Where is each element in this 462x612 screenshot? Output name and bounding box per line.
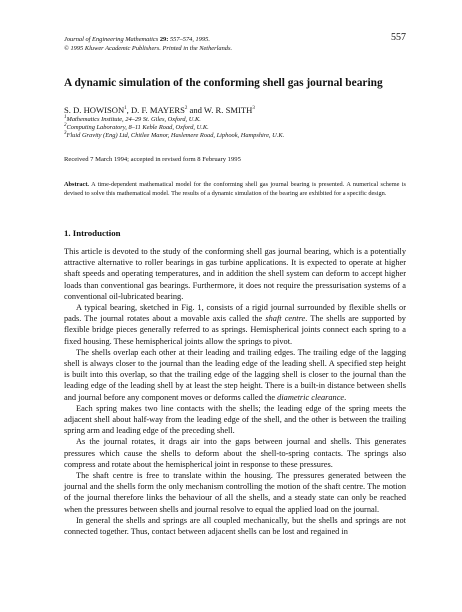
affiliation-line: [64, 124, 406, 132]
author-name: S. D. HOWISON: [64, 105, 125, 115]
affiliation-text: Mathematics Institute, 24–29 St. Giles, Oxford, U.K.: [66, 116, 201, 123]
affiliation-text: Computing Laboratory, 8–11 Keble Road, Oxford, U.K.: [66, 124, 209, 131]
author-affiliation-mark: 2: [184, 106, 188, 112]
copyright-line: © 1995 Kluwer Academic Publishers. Printed in the Netherlands.: [64, 45, 233, 52]
author-affiliation-mark: 1: [124, 106, 127, 112]
journal-volume: 29:: [159, 36, 169, 43]
journal-header: [64, 32, 406, 53]
affiliation-mark: 2: [64, 122, 67, 128]
author-list: [64, 105, 406, 115]
term-diametric-clearance: diametric clearance: [277, 392, 345, 402]
author-affiliation-mark: 3: [252, 106, 255, 112]
affiliation-line: [64, 116, 406, 124]
term-shaft-centre: shaft centre: [265, 314, 306, 324]
abstract-label: Abstract.: [64, 181, 90, 188]
section-body: [64, 246, 406, 537]
paragraph: Each spring makes two line contacts with the shells; the leading edge of the spring meets the adjacent shell about half-way from the leading edge of the shell, and the other is between the trailing spring arm and leading edge of the preceding shell.: [64, 403, 406, 436]
author-name: and W. R. SMITH: [187, 105, 253, 115]
journal-pages-year: 557–574, 1995.: [168, 36, 210, 43]
paragraph-text: . The shells are supported by flexible bridge pieces generally referred to as springs. Hemispherical joints connect each spring to a fixed housing. These hemispherical joints allow the springs to pivot.: [64, 314, 406, 346]
received-date: Received 7 March 1994; accepted in revised form 8 February 1995: [64, 156, 241, 163]
paragraph: In general the shells and springs are all coupled mechanically, but the shells and springs are not connected together. Thus, contact between adjacent shells can be lost and regained in: [64, 515, 406, 537]
affiliation-mark: 3: [64, 130, 67, 136]
abstract: [64, 181, 406, 198]
paragraph: As the journal rotates, it drags air into the gaps between journal and shells. This generates pressures which cause the shells to deform about the shell-to-spring contacts. The springs also compress and rotate about the hemispherical joint in response to these pressures.: [64, 437, 406, 469]
paragraph-text: .: [344, 392, 347, 402]
paragraph: [64, 302, 406, 347]
citation-line: [64, 35, 406, 44]
affiliation-line: [64, 132, 406, 140]
affiliation-mark: 1: [64, 114, 67, 120]
paragraph-text: The shells overlap each other at their leading and trailing edges. The trailing edge of the lagging shell is always closer to the journal than the leading edge of the leading shell. A specified step height is built into this overlap, so that the trailing edge of the lagging shell is closer to the journal than the leading edge of the leading shell by at least the step height. There is a built-in distance between shells and journal before any component moves or deforms called the: [64, 347, 406, 402]
abstract-text: A time-dependent mathematical model for the conforming shell gas journal bearing is presented. A numerical scheme is devised to solve this mathematical model. The results of a dynamic simulation of the bearing are exhibited for a specific design.: [64, 181, 406, 197]
affiliation-text: Fluid Gravity (Eng) Ltd, Chitlee Manor, Haslemere Road, Liphook, Hampshire, U.K.: [66, 132, 285, 139]
page-number: 557: [391, 32, 406, 43]
paragraph: This article is devoted to the study of the conforming shell gas journal bearing, which is a potentially attractive alternative to roller bearings in gas turbine applications. It is expected to operate at higher shaft speeds and operating temperatures, and in addition the shell system can deform to accept higher loads than conventional gas bearings. Furthermore, it does not require the pressurisation systems of a conventional oil-lubricated bearing.: [64, 247, 406, 301]
journal-name: Journal of Engineering Mathematics: [64, 36, 159, 43]
paragraph: [64, 347, 406, 403]
author-name: , D. F. MAYERS: [126, 105, 185, 115]
paragraph: The shaft centre is free to translate within the housing. The pressures generated between the journal and the shells form the only mechanism controlling the motion of the shaft centre. The motion of the journal therefore links the behaviour of all the shells, and a steady state can only be reached when the pressures between shells and journal resolve to equal the applied load on the journal.: [64, 471, 406, 514]
article-title: A dynamic simulation of the conforming shell gas journal bearing: [64, 77, 383, 89]
paragraph-text: A typical bearing, sketched in Fig. 1, consists of a rigid journal surrounded by flexible shells or pads. The journal rotates about a movable axis called the: [64, 303, 406, 324]
section-heading: 1. Introduction: [64, 228, 121, 238]
